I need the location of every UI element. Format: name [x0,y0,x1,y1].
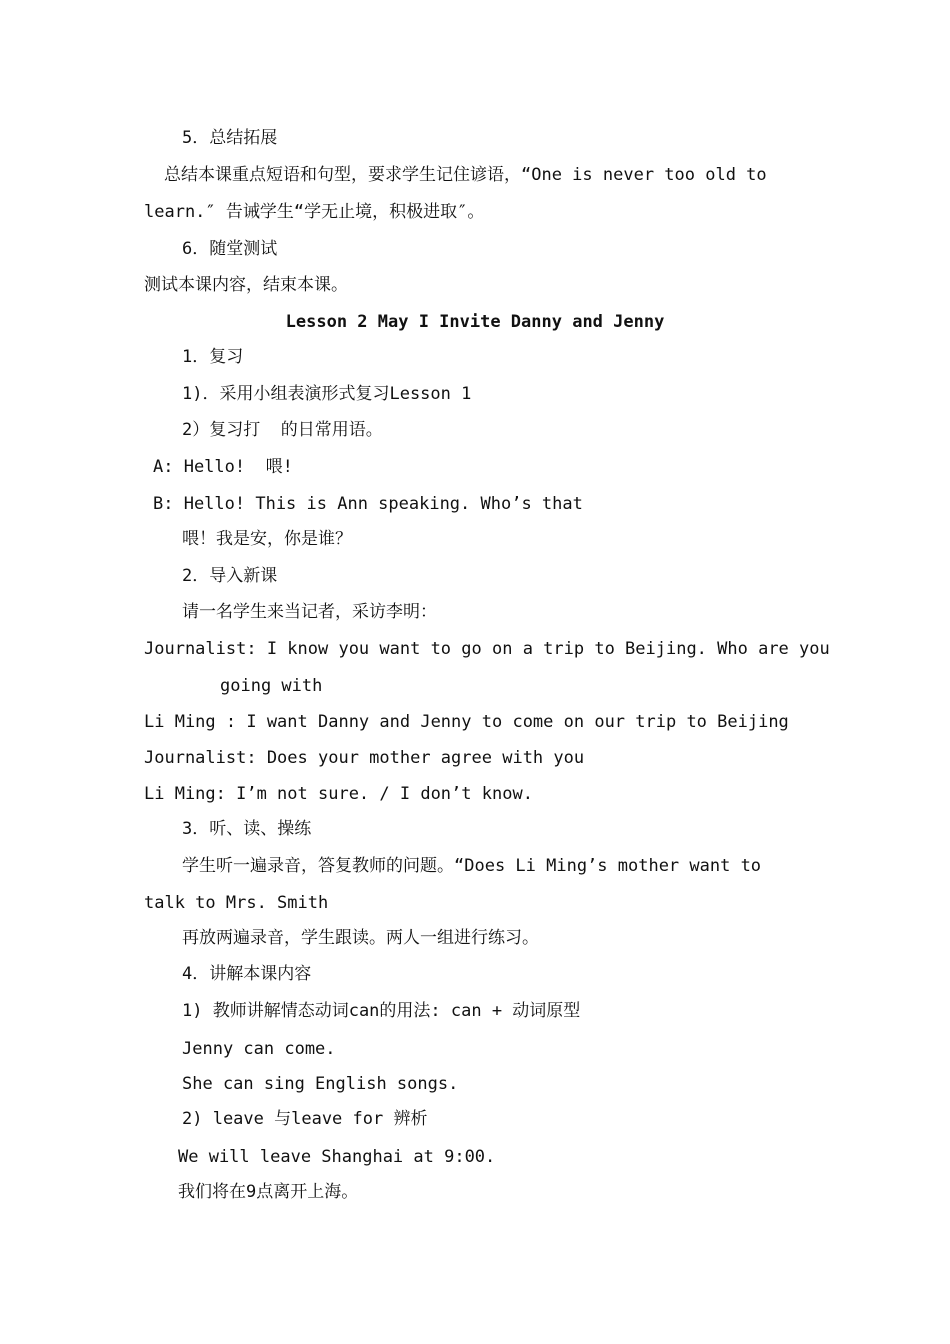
dialogue-line: A: Hello! 喂! [153,457,293,477]
list-item: 1) 教师讲解情态动词can的用法: can + 动词原型 [182,1001,581,1021]
section-heading-summary: 5．总结拓展 [182,128,278,148]
paragraph-line: 请一名学生来当记者，采访李明： [182,602,437,622]
paragraph-line: 再放两遍录音，学生跟读。两人一组进行练习。 [182,928,539,948]
example-sentence: She can sing English songs. [182,1074,459,1094]
section-heading-quiz: 6．随堂测试 [182,239,278,259]
example-sentence: Jenny can come. [182,1039,336,1059]
paragraph-line: 测试本课内容，结束本课。 [144,275,348,295]
list-item: 2) leave 与leave for 辨析 [182,1109,428,1129]
dialogue-line: Journalist: I know you want to go on a trip to Beijing. Who are you [144,639,830,659]
section-heading-explain: 4．讲解本课内容 [182,964,312,984]
paragraph-line: talk to Mrs. Smith [144,893,329,913]
paragraph-line: 总结本课重点短语和句型，要求学生记住谚语，“One is never too old to [164,165,767,185]
dialogue-line: Li Ming: I’m not sure. / I don’t know. [144,784,533,804]
section-heading-practice: 3．听、读、操练 [182,819,312,839]
dialogue-line: B: Hello! This is Ann speaking. Who’s that [153,494,583,514]
dialogue-line: Journalist: Does your mother agree with you [144,748,585,768]
dialogue-line: going with [220,676,323,696]
list-item: 1)．采用小组表演形式复习Lesson 1 [182,384,472,404]
paragraph-line: 学生听一遍录音，答复教师的问题。“Does Li Ming’s mother want to [182,856,762,876]
example-sentence: We will leave Shanghai at 9:00. [178,1147,496,1167]
lesson-title: Lesson 2 May I Invite Danny and Jenny [285,312,665,332]
example-translation: 我们将在9点离开上海。 [178,1182,359,1202]
dialogue-translation: 喂！我是安，你是谁？ [182,529,352,549]
dialogue-line: Li Ming : I want Danny and Jenny to come on our trip to Beijing [144,712,789,732]
paragraph-line: learn.″ 告诫学生“学无止境，积极进取″。 [144,202,485,222]
section-heading-intro: 2．导入新课 [182,566,278,586]
list-item: 2）复习打 的日常用语。 [182,420,383,440]
section-heading-review: 1．复习 [182,347,244,367]
